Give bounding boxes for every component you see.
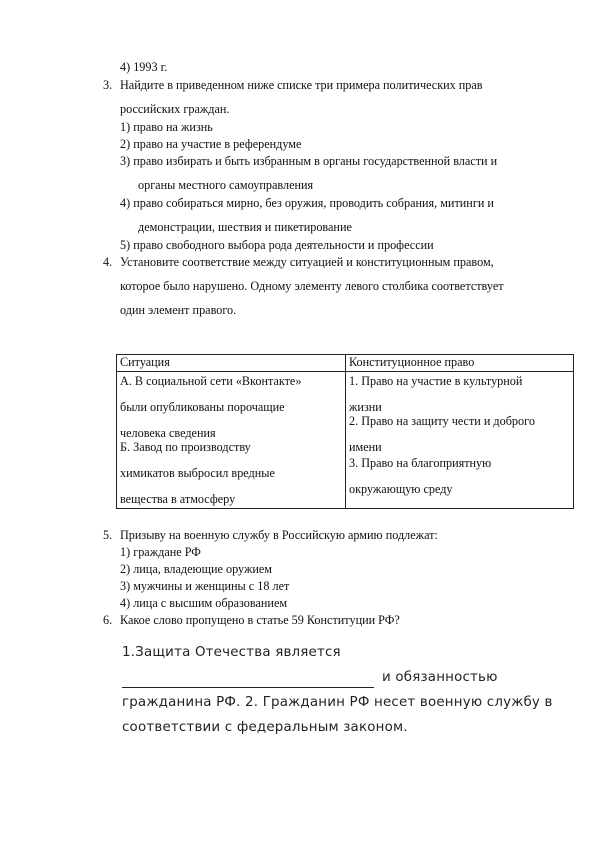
q5-option: 2) лица, владеющие оружием — [120, 562, 273, 576]
header-constitutional-right: Конституционное право — [346, 355, 574, 372]
q6-question: Какое слово пропущено в статье 59 Конституции РФ? — [120, 613, 400, 627]
situation-line: вещества в атмосферу — [120, 492, 236, 506]
situation-line: Б. Завод по производству — [120, 440, 251, 454]
q4-question-line-3: один элемент правого. — [120, 303, 237, 317]
right-line: 3. Право на благоприятную — [349, 456, 492, 470]
q6-number: 6. — [103, 613, 113, 627]
q5-question: Призыву на военную службу в Российскую армию подлежат: — [120, 528, 438, 542]
q3-option: 1) право на жизнь — [120, 120, 213, 134]
right-line: 1. Право на участие в культурной — [349, 374, 523, 388]
answer-line-2: и обязанностью — [382, 670, 498, 685]
q4-number: 4. — [103, 255, 113, 269]
q3-number: 3. — [103, 78, 113, 92]
table-header-row — [117, 355, 574, 372]
q3-option-continuation: демонстрации, шествия и пикетирование — [138, 220, 352, 234]
q5-option: 4) лица с высшим образованием — [120, 596, 288, 610]
q3-option-continuation: органы местного самоуправления — [138, 178, 314, 192]
situation-line: А. В социальной сети «Вконтакте» — [120, 374, 302, 388]
rights-cell — [346, 372, 574, 509]
right-line: жизни — [349, 400, 382, 414]
q5-option: 3) мужчины и женщины с 18 лет — [120, 579, 290, 593]
answer-blank-underline[interactable] — [122, 687, 374, 688]
q4-question-line-2: которое было нарушено. Одному элементу левого столбика соответствует — [120, 279, 504, 293]
right-line: имени — [349, 440, 382, 454]
header-situation: Ситуация — [117, 355, 346, 372]
situations-cell — [117, 372, 346, 509]
q3-option: 4) право собираться мирно, без оружия, проводить собрания, митинги и — [120, 196, 494, 210]
q3-option: 5) право свободного выбора рода деятельности и профессии — [120, 238, 434, 252]
answer-line-4: соответствии с федеральным законом. — [122, 720, 408, 735]
right-line: окружающую среду — [349, 482, 453, 496]
q3-question-line-2: российских граждан. — [120, 102, 230, 116]
q3-option: 3) право избирать и быть избранным в органы государственной власти и — [120, 154, 498, 168]
situation-line: были опубликованы порочащие — [120, 400, 285, 414]
right-line: 2. Право на защиту чести и доброго — [349, 414, 535, 428]
table-row — [117, 372, 574, 509]
q3-question-line-1: Найдите в приведенном ниже списке три примера политических прав — [120, 78, 483, 92]
answer-line-3: гражданина РФ. 2. Гражданин РФ несет военную службу в — [122, 695, 553, 710]
q4-question-line-1: Установите соответствие между ситуацией и конституционным правом, — [120, 255, 494, 269]
q5-number: 5. — [103, 528, 113, 542]
matching-table — [116, 354, 574, 509]
situation-line: химикатов выбросил вредные — [120, 466, 275, 480]
q5-option: 1) граждане РФ — [120, 545, 201, 559]
q2-option-4: 4) 1993 г. — [120, 60, 168, 74]
situation-line: человека сведения — [120, 426, 216, 440]
q3-option: 2) право на участие в референдуме — [120, 137, 302, 151]
answer-line-1: 1.Защита Отечества является — [122, 645, 341, 660]
